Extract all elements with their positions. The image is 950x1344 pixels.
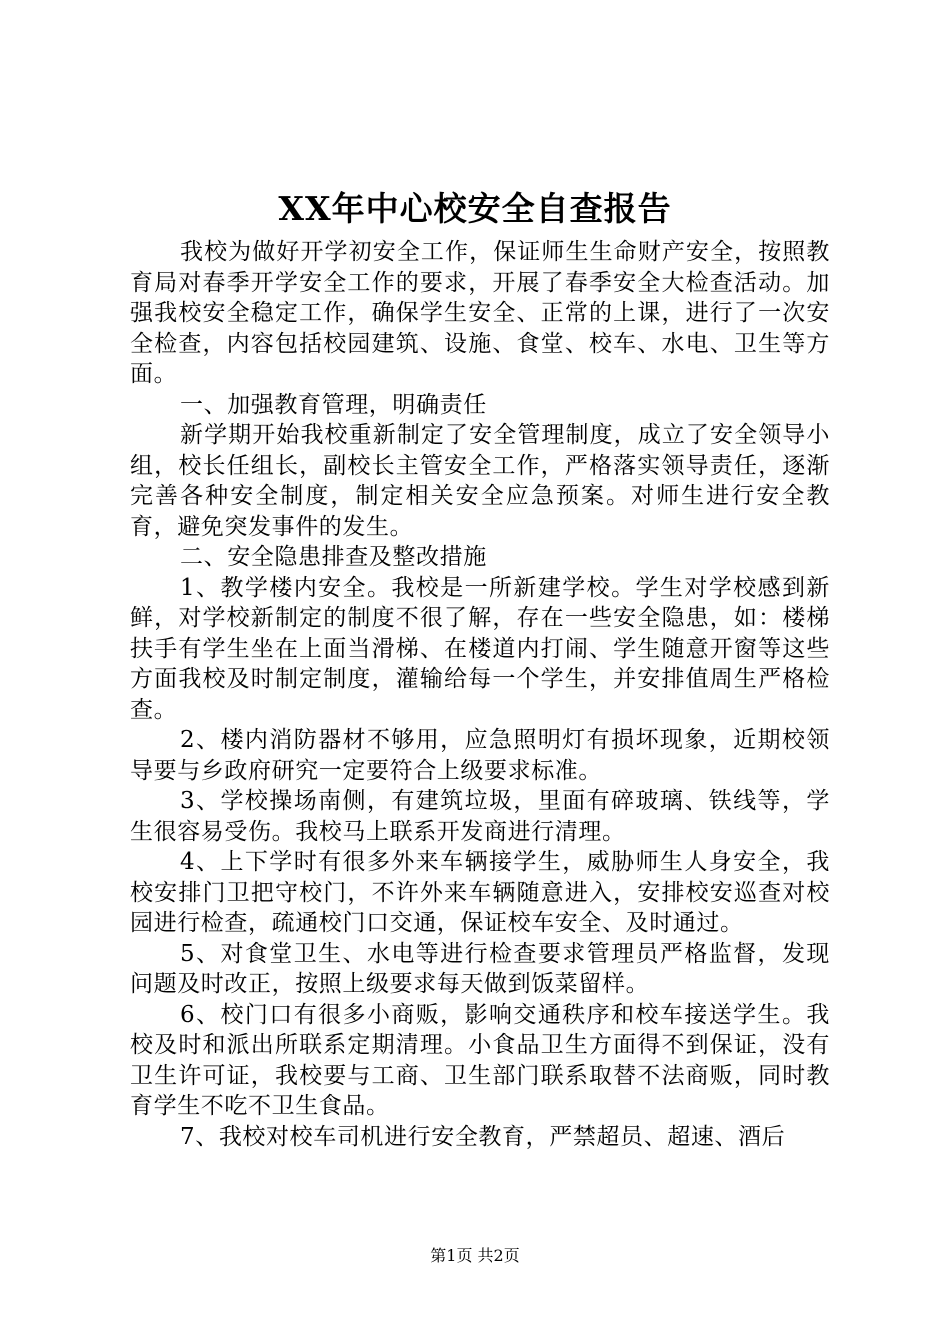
item-paragraph-6: 6、校门口有很多小商贩，影响交通秩序和校车接送学生。我校及时和派出所联系定期清理。小食品卫生方面得不到保证，没有卫生许可证，我校要与工商、卫生部门联系取替不法商贩，同时教育学生不吃不卫生食品。	[130, 1001, 830, 1119]
section-heading-1: 一、加强教育管理，明确责任	[180, 391, 487, 418]
page-number-footer: 第1页 共2页	[430, 1246, 520, 1265]
section-heading-2: 二、安全隐患排查及整改措施	[180, 544, 487, 570]
item-paragraph-5: 5、对食堂卫生、水电等进行检查要求管理员严格监督，发现问题及时改正，按照上级要求每天做到饭菜留样。	[130, 940, 830, 997]
document-body	[130, 237, 830, 1152]
section-1-paragraph: 新学期开始我校重新制定了安全管理制度，成立了安全领导小组，校长任组长，副校长主管安全工作，严格落实领导责任，逐渐完善各种安全制度，制定相关安全应急预案。对师生进行安全教育，避免突发事件的发生。	[130, 422, 830, 540]
item-paragraph-1: 1、教学楼内安全。我校是一所新建学校。学生对学校感到新鲜，对学校新制定的制度不很了解，存在一些安全隐患，如：楼梯扶手有学生坐在上面当滑梯、在楼道内打闹、学生随意开窗等这些方面我校及时制定制度，灌输给每一个学生，并安排值周生严格检查。	[130, 574, 830, 723]
intro-paragraph: 我校为做好开学初安全工作，保证师生生命财产安全，按照教育局对春季开学安全工作的要求，开展了春季安全大检查活动。加强我校安全稳定工作，确保学生安全、正常的上课，进行了一次安全检查，内容包括校园建筑、设施、食堂、校车、水电、卫生等方面。	[130, 239, 830, 387]
item-paragraph-4: 4、上下学时有很多外来车辆接学生，威胁师生人身安全，我校安排门卫把守校门，不许外来车辆随意进入，安排校安巡查对校园进行检查，疏通校门口交通，保证校车安全、及时通过。	[130, 849, 830, 936]
document-title: XX年中心校安全自查报告	[278, 189, 672, 228]
item-paragraph-3: 3、学校操场南侧，有建筑垃圾，里面有碎玻璃、铁线等，学生很容易受伤。我校马上联系开发商进行清理。	[130, 788, 830, 845]
item-paragraph-2: 2、楼内消防器材不够用，应急照明灯有损坏现象，近期校领导要与乡政府研究一定要符合上级要求标准。	[130, 727, 830, 784]
item-paragraph-7: 7、我校对校车司机进行安全教育，严禁超员、超速、酒后	[180, 1123, 786, 1150]
